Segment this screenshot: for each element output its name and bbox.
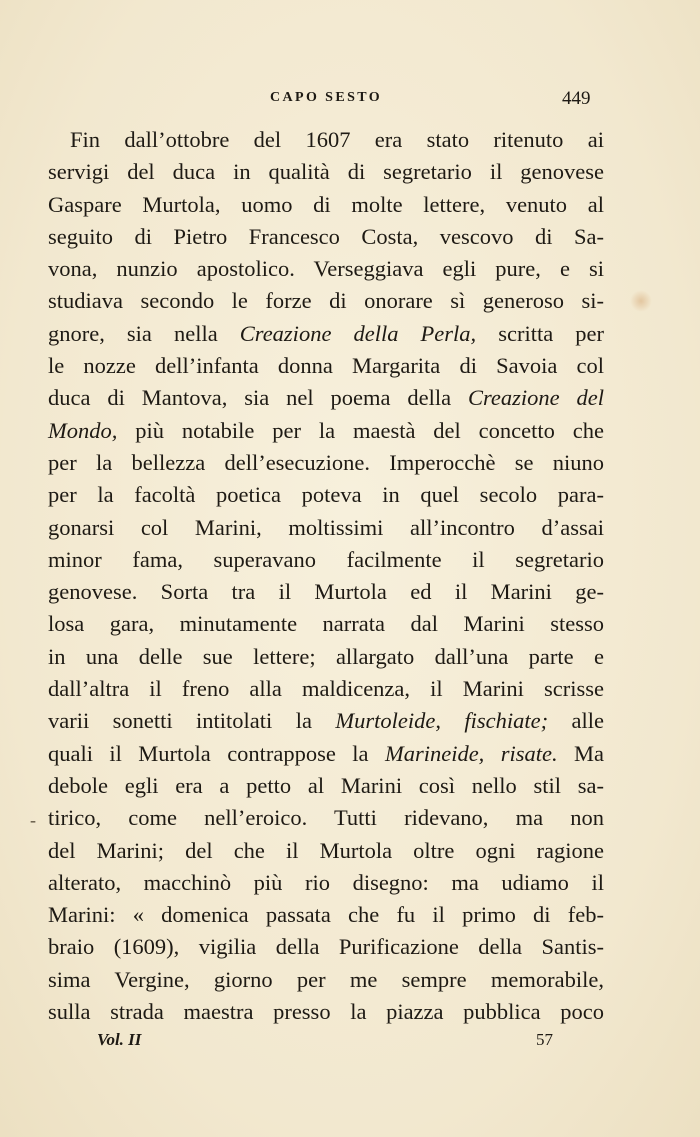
text-run: braio (1609), vigilia della Purificazione della Santis- — [48, 934, 604, 960]
text-run: Gaspare Murtola, uomo di molte lettere, venuto al — [48, 191, 604, 217]
text-run: varii sonetti intitolati la — [48, 708, 336, 734]
italic-title: Marineide, risate. — [384, 740, 558, 766]
text-run: gonarsi col Marini, moltissimi all’incontro d’assai — [48, 514, 604, 540]
text-run: dall’altra il freno alla maldicenza, il Marini scrisse — [48, 676, 604, 702]
text-run: in una delle sue lettere; allargato dall’una parte e — [48, 643, 604, 669]
text-line — [48, 221, 604, 253]
text-line — [48, 479, 604, 511]
gathering-signature: 57 — [536, 1030, 553, 1049]
text-line — [48, 867, 604, 899]
text-run: minor fama, superavano facilmente il segretario — [48, 546, 604, 572]
text-line — [48, 802, 604, 834]
text-line — [48, 835, 604, 867]
text-run: alle — [548, 708, 604, 734]
text-run: per la bellezza dell’esecuzione. Imperocchè se niuno — [48, 449, 604, 475]
page-number: 449 — [562, 88, 591, 109]
text-run: Marini: « domenica passata che fu il primo di feb- — [48, 902, 604, 928]
text-run: duca di Mantova, sia nel poema della — [48, 385, 468, 411]
text-line — [48, 544, 604, 576]
text-line — [48, 641, 604, 673]
text-line — [48, 512, 604, 544]
text-line — [48, 415, 604, 447]
text-run: studiava secondo le forze di onorare sì generoso si- — [48, 288, 604, 314]
text-run: quali il Murtola contrappose la — [48, 740, 385, 766]
text-line — [48, 382, 604, 414]
text-run: più notabile per la maestà del concetto che — [117, 417, 604, 443]
text-line — [48, 285, 604, 317]
text-line — [48, 124, 604, 156]
text-run: sulla strada maestra presso la piazza pubblica poco — [48, 999, 604, 1025]
text-line — [48, 705, 604, 737]
paper-stain — [630, 290, 652, 312]
italic-title: Creazione del — [467, 385, 605, 411]
volume-signature: Vol. II — [97, 1030, 142, 1049]
text-run: del Marini; del che il Murtola oltre ogni ragione — [48, 837, 604, 863]
text-run: gnore, sia nella — [48, 320, 240, 346]
running-head — [0, 88, 700, 112]
text-line — [48, 996, 604, 1028]
text-line — [48, 931, 604, 963]
text-run: sima Vergine, giorno per me sempre memorabile, — [48, 966, 604, 992]
text-run: losa gara, minutamente narrata dal Marini stesso — [48, 611, 604, 637]
text-run: Ma — [557, 740, 604, 766]
text-run: seguito di Pietro Francesco Costa, vescovo di Sa- — [48, 223, 604, 249]
margin-mark: - — [30, 810, 36, 830]
text-run: servigi del duca in qualità di segretario il genovese — [48, 159, 604, 185]
page-footer — [0, 1030, 700, 1054]
text-run: alterato, macchinò più rio disegno: ma udiamo il — [48, 869, 604, 895]
text-run: Fin dall’ottobre del 1607 era stato ritenuto ai — [70, 127, 604, 152]
text-line — [48, 253, 604, 285]
text-run: tirico, come nell’eroico. Tutti ridevano, ma non — [48, 805, 604, 831]
text-run: debole egli era a petto al Marini così nello stil sa- — [48, 772, 604, 798]
italic-title: Murtoleide, fischiate; — [335, 708, 549, 734]
text-line — [48, 899, 604, 931]
text-line — [48, 964, 604, 996]
text-line — [48, 770, 604, 802]
text-run: genovese. Sorta tra il Murtola ed il Marini ge- — [48, 579, 604, 605]
text-line — [48, 156, 604, 188]
text-run: scritta per — [476, 320, 604, 346]
text-line — [48, 576, 604, 608]
italic-title: Creazione della Perla, — [239, 320, 477, 346]
text-line — [48, 350, 604, 382]
text-line — [48, 608, 604, 640]
text-run: le nozze dell’infanta donna Margarita di Savoia col — [48, 353, 604, 379]
text-line — [48, 318, 604, 350]
body-text — [48, 124, 604, 1028]
text-line — [48, 189, 604, 221]
text-run: per la facoltà poetica poteva in quel secolo para- — [48, 482, 604, 508]
running-title: CAPO SESTO — [270, 90, 383, 105]
italic-title: Mondo, — [48, 417, 118, 443]
text-run: vona, nunzio apostolico. Verseggiava egli pure, e si — [48, 256, 604, 282]
text-line — [48, 738, 604, 770]
text-line — [48, 447, 604, 479]
text-line — [48, 673, 604, 705]
